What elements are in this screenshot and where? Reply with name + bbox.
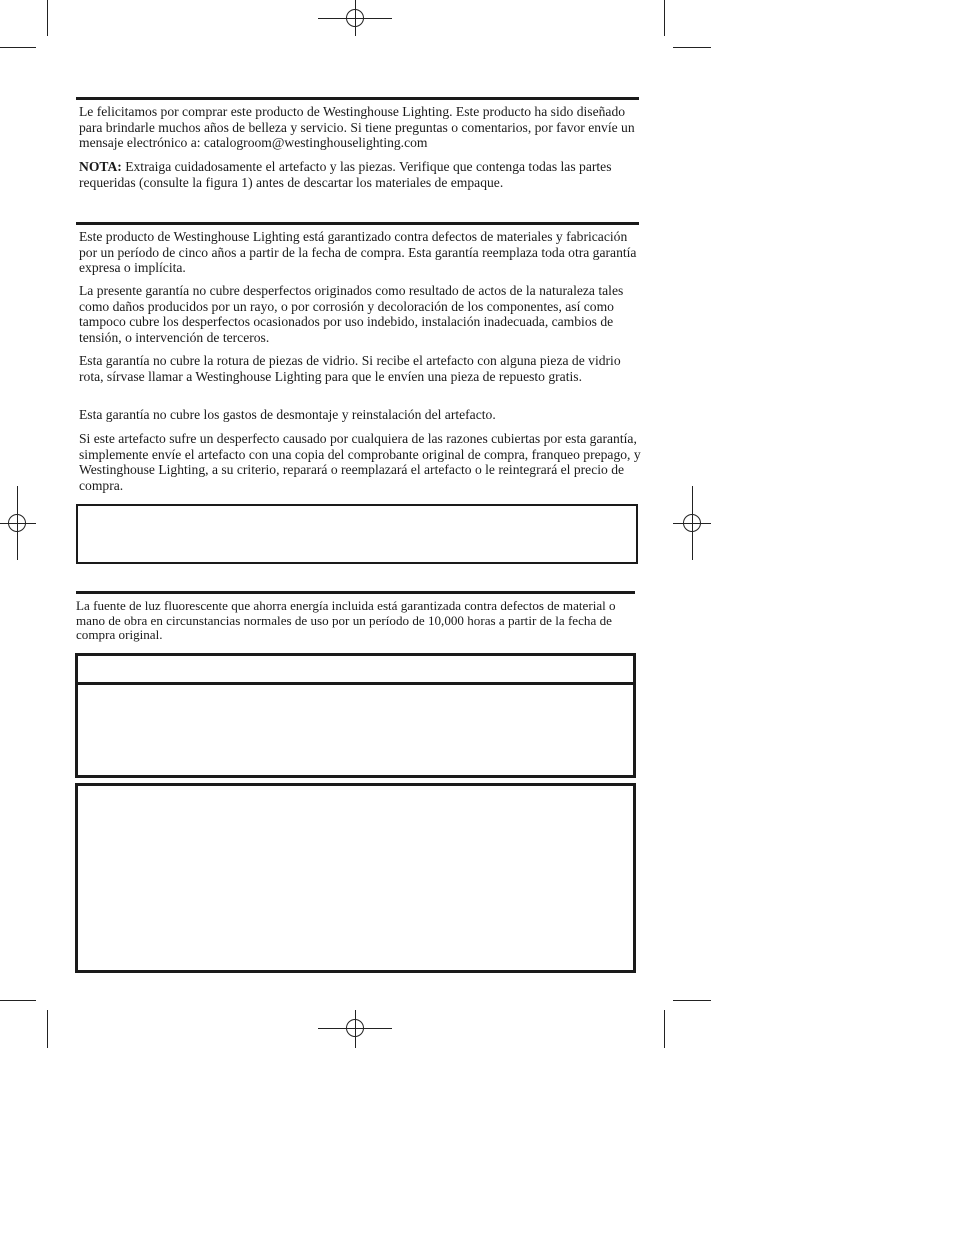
crop-mark-bottom-right-vertical (664, 1010, 665, 1048)
warranty-paragraph-2: La presente garantía no cubre desperfectos originados como resultado de actos de la naturaleza tales como daños producidos por un rayo, o por corrosión y decoloración de los componentes, así como tampoco cubre los desperfectos ocasionados por uso indebido, instalación inadecuada, cambios de tensión, o intervención de terceros. (79, 283, 624, 345)
intro-paragraph: Le felicitamos por comprar este producto de Westinghouse Lighting. Este producto ha sido diseñado para brindarle muchos años de belleza y servicio. Si tiene preguntas o comentarios, por favor envíe un mensaje electrónico a: catalogroom@westinghouselighting.com (79, 104, 635, 151)
crop-mark-top-right-vertical (664, 0, 665, 36)
crop-mark-bottom-left-horizontal (0, 1000, 36, 1001)
warranty-section-rule (76, 222, 639, 225)
warranty-paragraph-3: Esta garantía no cubre la rotura de piezas de vidrio. Si recibe el artefacto con alguna pieza de vidrio rota, sírvase llamar a Westinghouse Lighting para que le envíen una pieza de repuesto gratis. (79, 353, 621, 384)
warranty-paragraph-1: Este producto de Westinghouse Lighting está garantizado contra defectos de materiales y fabricación por un período de cinco años a partir de la fecha de compra. Esta garantía reemplaza toda otra garantía expresa o implícita. (79, 229, 637, 276)
crop-mark-top-left-horizontal (0, 47, 36, 48)
fluorescent-info-box-divider (78, 682, 633, 685)
warranty-paragraph-5: Si este artefacto sufre un desperfecto causado por cualquiera de las razones cubiertas por esta garantía, simplemente envíe el artefacto con una copia del comprobante original de compra, franqueo prepago, y Westinghouse Lighting, a su criterio, reparará o reemplazará el artefacto o le reintegrará el precio de compra. (79, 431, 641, 493)
fluorescent-section-rule (76, 591, 635, 594)
warranty-info-box (76, 504, 638, 564)
intro-section-rule (76, 97, 639, 100)
fluorescent-paragraph: La fuente de luz fluorescente que ahorra energía incluida está garantizada contra defectos de material o mano de obra en circunstancias normales de uso por un período de 10,000 horas a partir de la fecha de compra original. (76, 598, 616, 643)
additional-info-box (75, 783, 636, 973)
crop-mark-bottom-right-horizontal (673, 1000, 711, 1001)
crop-mark-top-left-vertical (47, 0, 48, 36)
crop-mark-bottom-left-vertical (47, 1010, 48, 1048)
nota-paragraph (79, 159, 641, 190)
fluorescent-info-box (75, 653, 636, 778)
nota-text: Extraiga cuidadosamente el artefacto y las piezas. Verifique que contenga todas las partes requeridas (consulte la figura 1) antes de descartar los materiales de empaque. (79, 159, 612, 190)
nota-label: NOTA: (79, 159, 122, 174)
warranty-paragraph-4: Esta garantía no cubre los gastos de desmontaje y reinstalación del artefacto. (79, 407, 496, 422)
crop-mark-top-right-horizontal (673, 47, 711, 48)
